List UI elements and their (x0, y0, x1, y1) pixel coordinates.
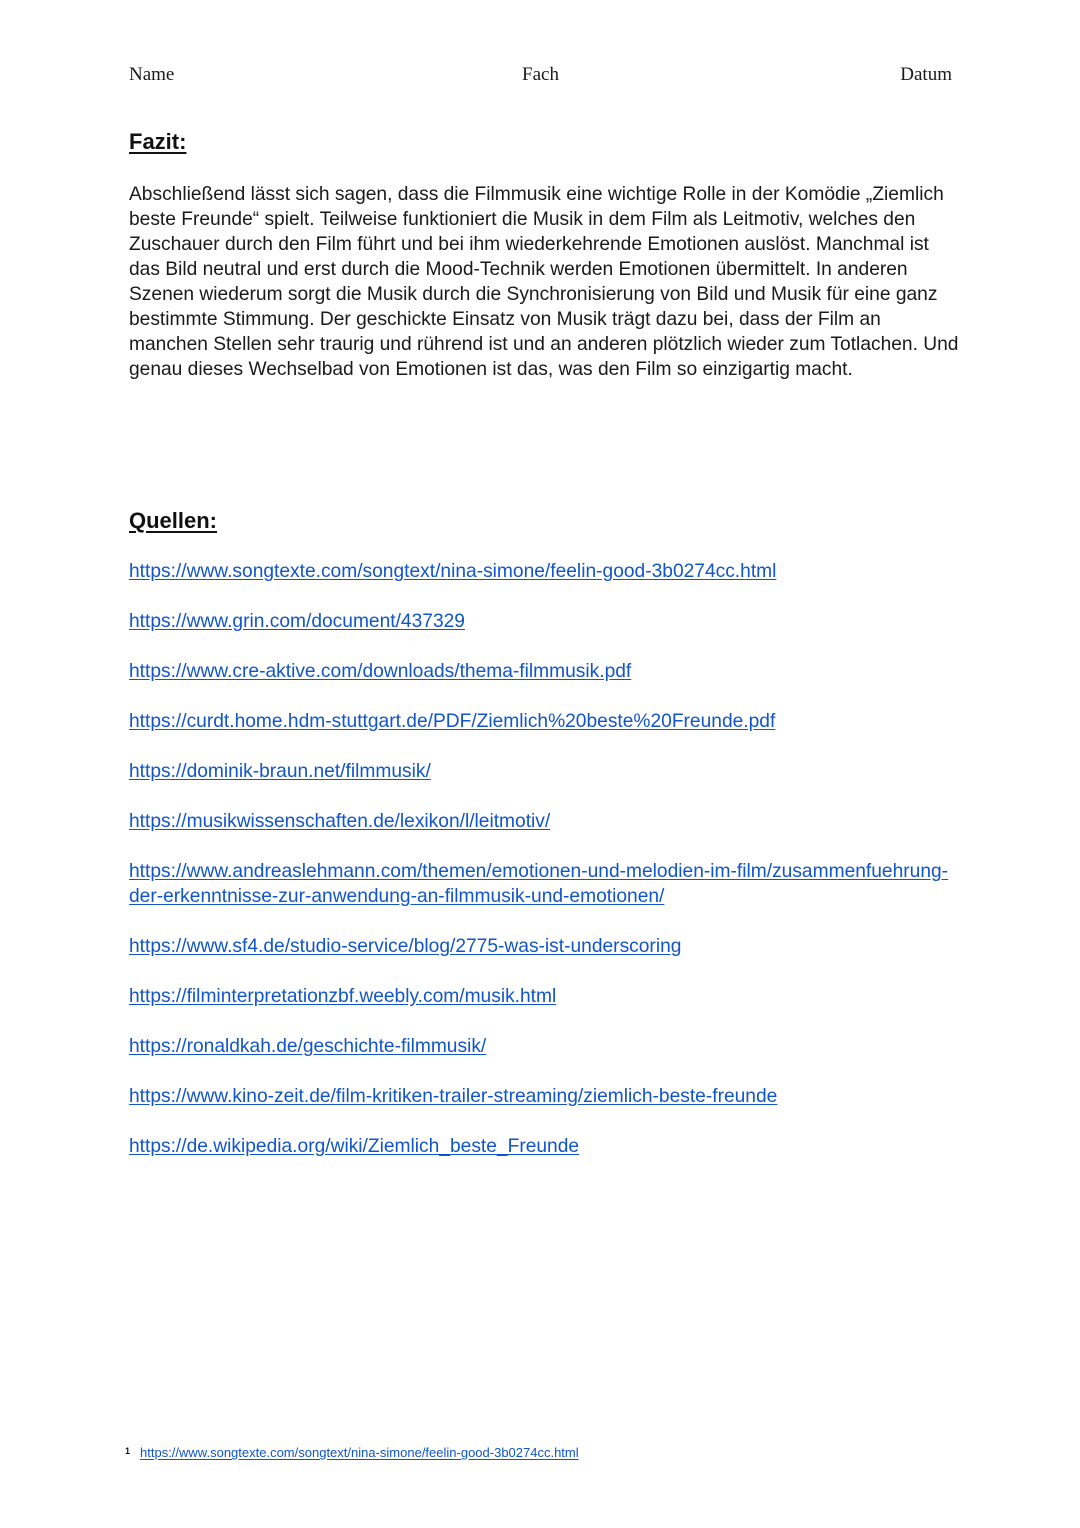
list-item (129, 659, 959, 684)
source-link[interactable]: https://www.kino-zeit.de/film-kritiken-trailer-streaming/ziemlich-beste-freunde (129, 1086, 778, 1107)
source-link[interactable]: https://curdt.home.hdm-stuttgart.de/PDF/Ziemlich%20beste%20Freunde.pdf (129, 711, 776, 732)
source-link[interactable]: https://musikwissenschaften.de/lexikon/l/leitmotiv/ (129, 811, 551, 832)
source-link[interactable]: https://www.cre-aktive.com/downloads/thema-filmmusik.pdf (129, 661, 632, 682)
quellen-heading: Quellen: (129, 508, 218, 533)
list-item (129, 559, 959, 584)
list-item (129, 809, 959, 834)
list-item (129, 709, 959, 734)
sources-list (129, 559, 959, 1184)
fazit-paragraph: Abschließend lässt sich sagen, dass die Filmmusik eine wichtige Rolle in der Komödie „Ziemlich beste Freunde“ spielt. Teilweise funktioniert die Musik in dem Film als Leitmotiv, welches den Zuschauer durch den Film führt und bei ihm wiederkehrende Emotionen auslöst. Manchmal ist das Bild neutral und erst durch die Mood-Technik werden Emotionen übermittelt. In anderen Szenen wiederum sorgt die Musik durch die Synchronisierung von Bild und Musik für eine ganz bestimmte Stimmung. Der geschickte Einsatz von Musik trägt dazu bei, dass der Film an manchen Stellen sehr traurig und rührend ist und an anderen plötzlich wieder zum Totlachen. Und genau dieses Wechselbad von Emotionen ist das, was den Film so einzigartig macht. (129, 184, 959, 380)
header-datum: Datum (900, 64, 952, 85)
header-name: Name (129, 64, 175, 85)
list-item (129, 1134, 959, 1159)
footnote-link[interactable]: https://www.songtexte.com/songtext/nina-simone/feelin-good-3b0274cc.html (140, 1445, 579, 1460)
list-item (129, 934, 959, 959)
source-link[interactable]: https://www.grin.com/document/437329 (129, 611, 465, 632)
list-item (129, 759, 959, 784)
header-fach: Fach (522, 64, 559, 85)
footnote (125, 1444, 579, 1462)
list-item (129, 859, 959, 909)
source-link[interactable]: https://de.wikipedia.org/wiki/Ziemlich_beste_Freunde (129, 1136, 580, 1157)
list-item (129, 1084, 959, 1109)
list-item (129, 609, 959, 634)
source-link[interactable]: https://filminterpretationzbf.weebly.com/musik.html (129, 986, 557, 1007)
list-item (129, 984, 959, 1009)
source-link[interactable]: https://dominik-braun.net/filmmusik/ (129, 761, 431, 782)
source-link[interactable]: https://www.songtexte.com/songtext/nina-simone/feelin-good-3b0274cc.html (129, 561, 777, 582)
page-header (129, 64, 952, 92)
source-link[interactable]: https://www.sf4.de/studio-service/blog/2775-was-ist-underscoring (129, 936, 682, 957)
footnote-number: 1 (125, 1446, 131, 1456)
list-item (129, 1034, 959, 1059)
fazit-heading: Fazit: (129, 129, 187, 154)
source-link[interactable]: https://ronaldkah.de/geschichte-filmmusik/ (129, 1036, 487, 1057)
source-link[interactable]: https://www.andreaslehmann.com/themen/emotionen-und-melodien-im-film/zusammenfuehrung-der-erkenntnisse-zur-anwendung-an-filmmusik-und-emotionen/ (129, 861, 949, 907)
